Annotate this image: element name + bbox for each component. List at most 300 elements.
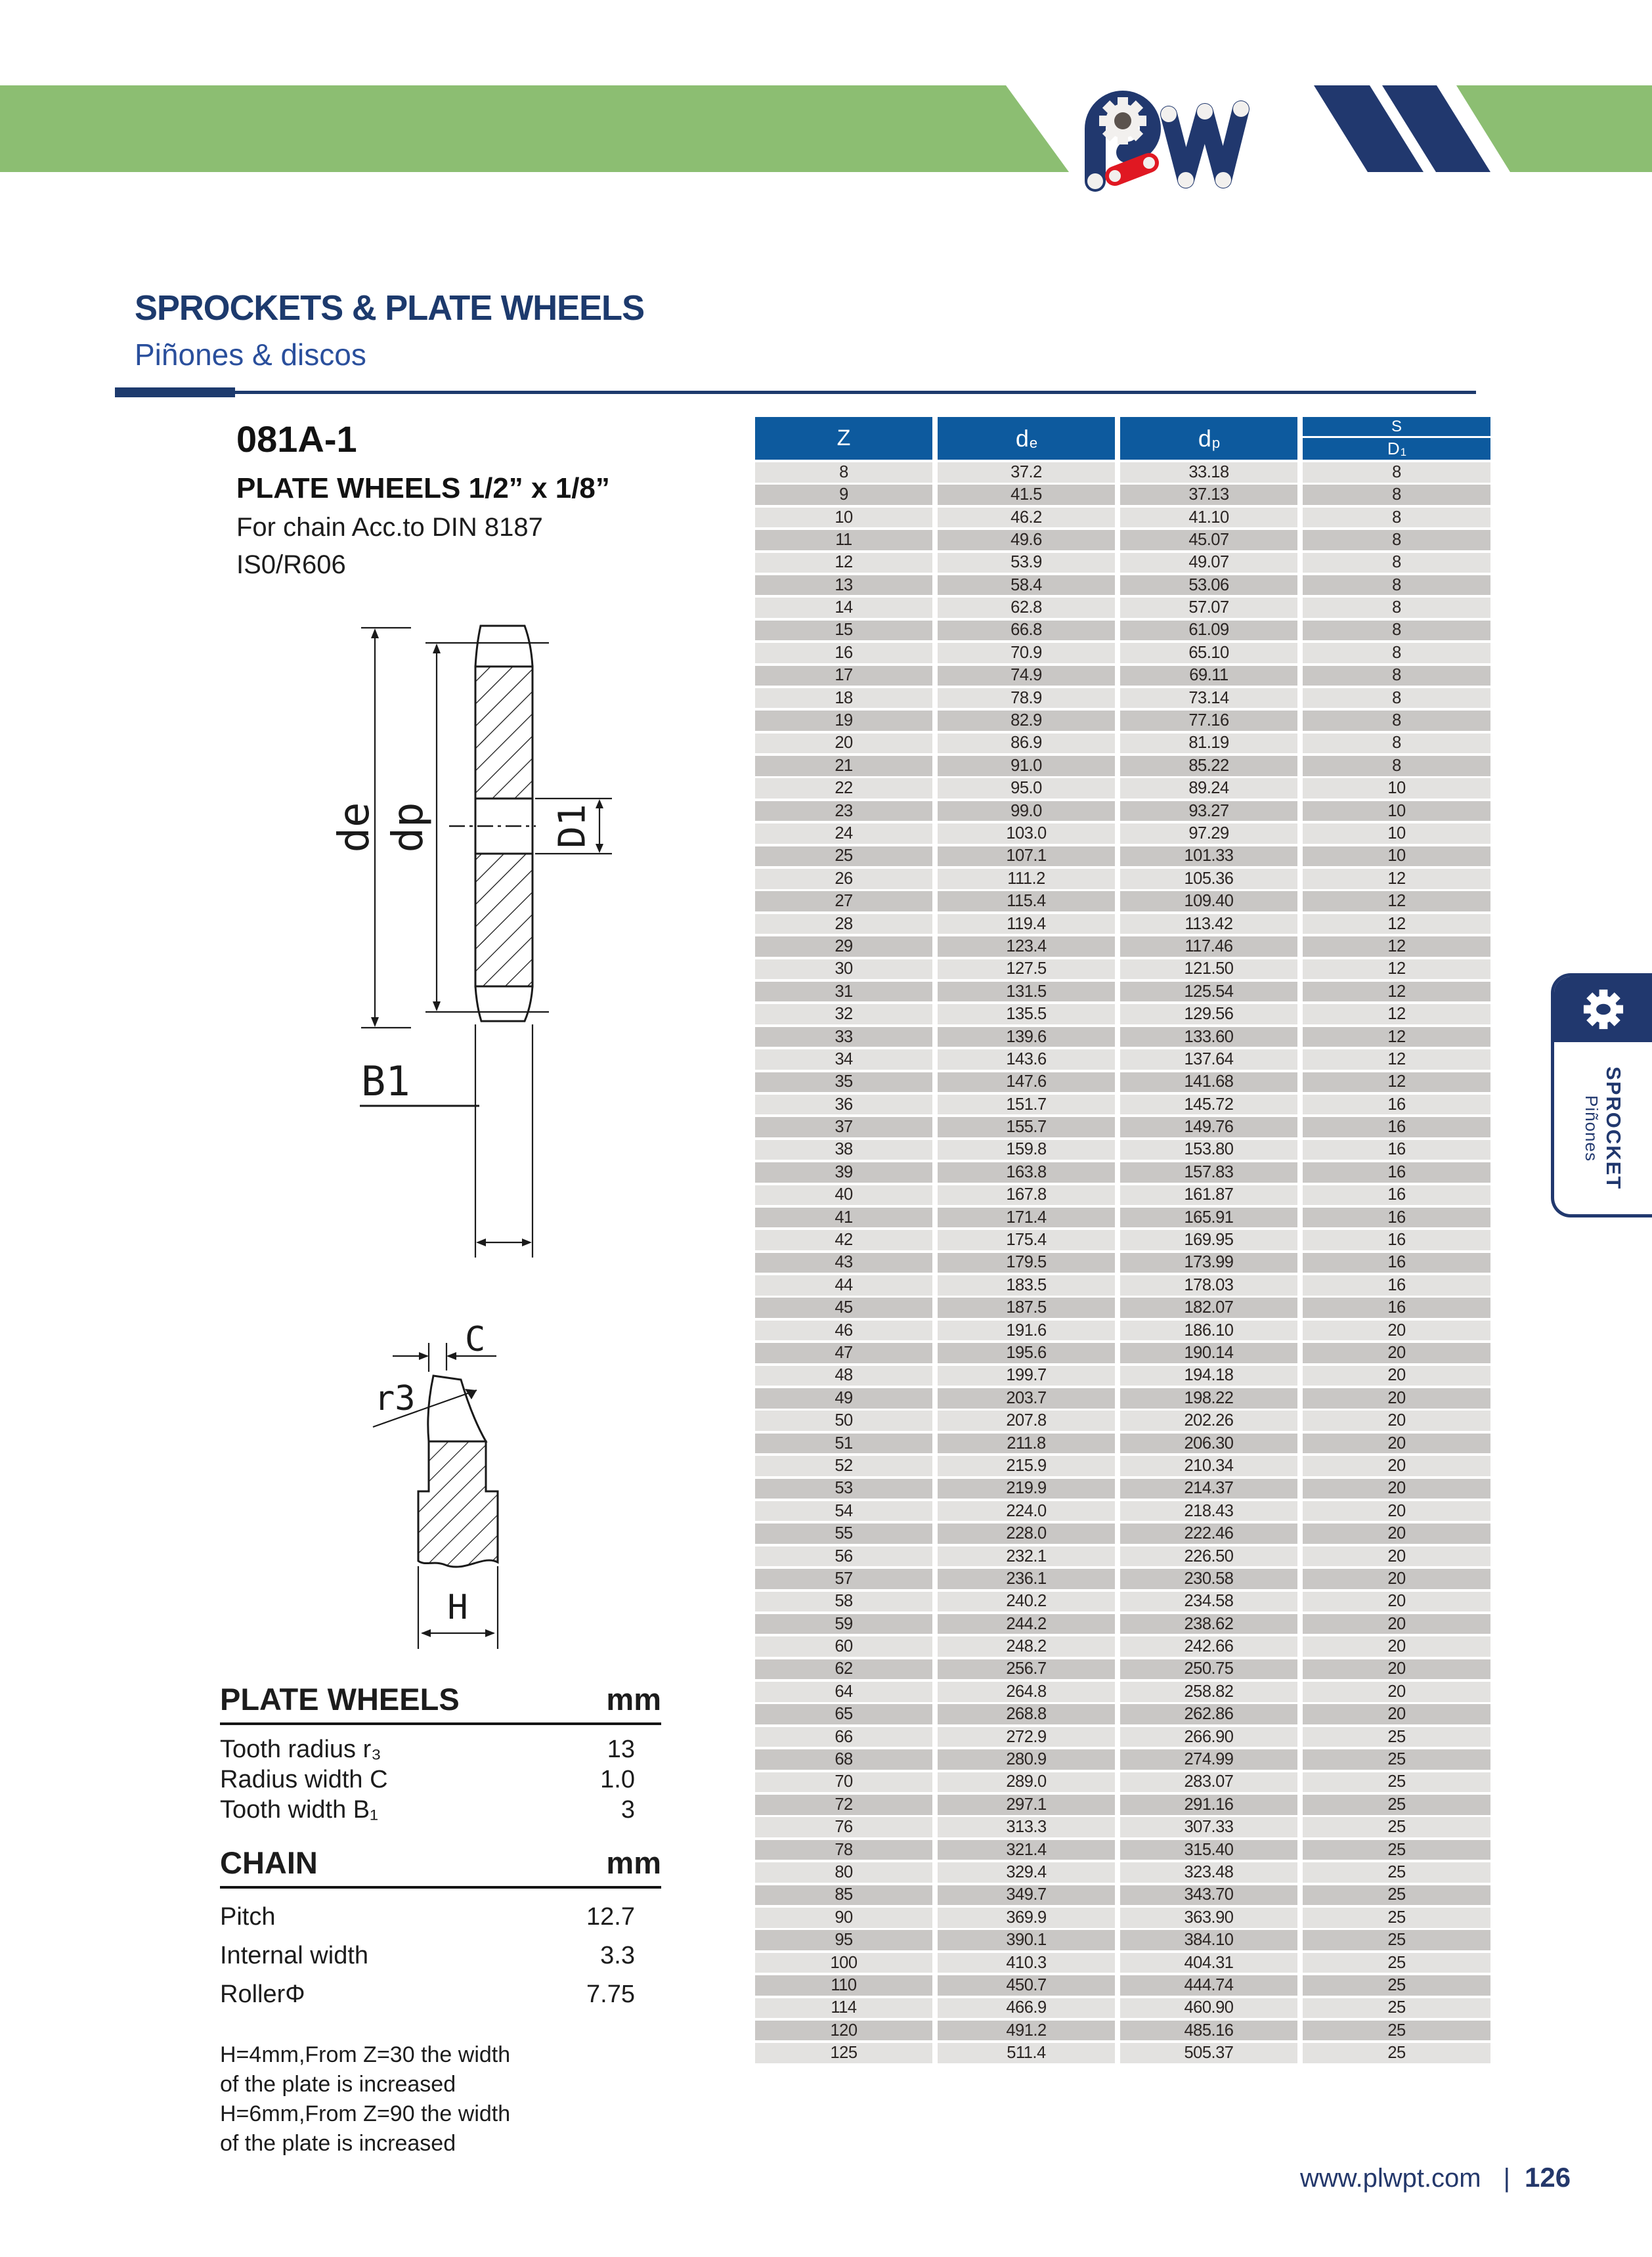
table-cell: 8: [1303, 485, 1490, 505]
table-cell: 125: [755, 2043, 932, 2063]
tab-header: [1554, 976, 1652, 1042]
table-cell: 307.33: [1120, 1817, 1297, 1837]
table-row: [755, 1434, 1490, 1454]
table-row: [755, 2021, 1490, 2041]
table-row: [755, 891, 1490, 911]
table-cell: 50: [755, 1411, 932, 1431]
table-cell: 155.7: [938, 1117, 1115, 1137]
table-cell: 175.4: [938, 1230, 1115, 1250]
table-cell: 203.7: [938, 1388, 1115, 1409]
table-cell: 35: [755, 1072, 932, 1093]
table-cell: 8: [755, 462, 932, 483]
table-cell: 33: [755, 1027, 932, 1047]
table-cell: 30: [755, 959, 932, 980]
table-cell: 25: [1303, 1930, 1490, 1950]
table-row: [755, 1343, 1490, 1363]
table-cell: 313.3: [938, 1817, 1115, 1837]
table-cell: 256.7: [938, 1659, 1115, 1680]
table-cell: 65.10: [1120, 643, 1297, 663]
table-row: [755, 1614, 1490, 1634]
table-cell: 323.48: [1120, 1862, 1297, 1883]
table-cell: 86.9: [938, 734, 1115, 754]
gear-icon: [1583, 989, 1624, 1030]
note-line: of the plate is increased: [220, 2072, 456, 2097]
table-cell: 25: [1303, 2021, 1490, 2041]
table-cell: 66.8: [938, 621, 1115, 641]
plate-wheels-spec-title: [220, 1681, 661, 1725]
table-cell: 8: [1303, 711, 1490, 731]
table-row: [755, 1704, 1490, 1724]
table-cell: 182.07: [1120, 1298, 1297, 1318]
table-row: [755, 1117, 1490, 1137]
table-cell: 202.26: [1120, 1411, 1297, 1431]
table-cell: 78: [755, 1840, 932, 1860]
table-cell: 149.76: [1120, 1117, 1297, 1137]
table-cell: 24: [755, 823, 932, 844]
table-cell: 15: [755, 621, 932, 641]
table-cell: 199.7: [938, 1366, 1115, 1386]
table-cell: 321.4: [938, 1840, 1115, 1860]
table-cell: 31: [755, 982, 932, 1002]
table-cell: 226.50: [1120, 1546, 1297, 1567]
table-row: [755, 1049, 1490, 1070]
table-cell: 25: [1303, 1998, 1490, 2019]
table-row: [755, 914, 1490, 934]
table-cell: 23: [755, 801, 932, 822]
table-cell: 20: [1303, 1343, 1490, 1363]
table-cell: 178.03: [1120, 1275, 1297, 1296]
sprocket-data-table: [755, 417, 1490, 2066]
table-cell: 20: [1303, 1704, 1490, 1724]
table-cell: 206.30: [1120, 1434, 1297, 1454]
spec-unit: mm: [606, 1845, 661, 1880]
table-cell: 133.60: [1120, 1027, 1297, 1047]
table-cell: 8: [1303, 598, 1490, 618]
note-line: H=4mm,From Z=30 the width: [220, 2042, 511, 2067]
table-row: [755, 1569, 1490, 1589]
table-cell: 329.4: [938, 1862, 1115, 1883]
table-row: [755, 1523, 1490, 1544]
table-cell: 16: [1303, 1140, 1490, 1160]
table-cell: 20: [1303, 1501, 1490, 1522]
roller-hole: [1087, 173, 1103, 189]
table-row: [755, 1185, 1490, 1206]
table-cell: 139.6: [938, 1027, 1115, 1047]
header-de: d $_e$: [938, 417, 1115, 460]
table-cell: 505.37: [1120, 2043, 1297, 2063]
table-cell: 49.07: [1120, 553, 1297, 573]
table-cell: 66: [755, 1727, 932, 1747]
table-row: [755, 1411, 1490, 1431]
table-cell: 26: [755, 869, 932, 889]
table-row: [755, 598, 1490, 618]
table-cell: 159.8: [938, 1140, 1115, 1160]
spec-row: [220, 1898, 661, 1937]
table-cell: 195.6: [938, 1343, 1115, 1363]
table-cell: 214.37: [1120, 1479, 1297, 1499]
table-cell: 20: [1303, 1546, 1490, 1567]
table-cell: 272.9: [938, 1727, 1115, 1747]
table-cell: 25: [1303, 1908, 1490, 1928]
product-name: PLATE WHEELS 1/2” x 1/8”: [236, 472, 610, 504]
table-cell: 12: [1303, 891, 1490, 911]
label-r3: r3: [374, 1379, 416, 1418]
table-cell: 244.2: [938, 1614, 1115, 1634]
footer-separator: |: [1503, 2164, 1511, 2193]
table-row: [755, 1840, 1490, 1860]
plate-width-notes: [220, 2040, 661, 2158]
table-cell: 19: [755, 711, 932, 731]
table-cell: 143.6: [938, 1049, 1115, 1070]
table-cell: 32: [755, 1004, 932, 1024]
table-row: [755, 1366, 1490, 1386]
table-cell: 77.16: [1120, 711, 1297, 731]
table-row: [755, 801, 1490, 822]
table-cell: 264.8: [938, 1682, 1115, 1702]
table-cell: 242.66: [1120, 1636, 1297, 1657]
plate-table-body: [755, 462, 1490, 2063]
table-cell: 16: [1303, 1162, 1490, 1183]
spec-title-text: PLATE WHEELS: [220, 1682, 460, 1717]
spec-label: Radius width C: [220, 1766, 388, 1793]
table-row: [755, 869, 1490, 889]
product-line2: IS0/R606: [236, 550, 346, 579]
table-cell: 228.0: [938, 1523, 1115, 1544]
table-cell: 56: [755, 1546, 932, 1567]
table-cell: 137.64: [1120, 1049, 1297, 1070]
table-cell: 215.9: [938, 1456, 1115, 1476]
label-de: de: [330, 802, 379, 853]
table-cell: 274.99: [1120, 1749, 1297, 1770]
table-row: [755, 1253, 1490, 1273]
table-cell: 16: [1303, 1275, 1490, 1296]
table-cell: 187.5: [938, 1298, 1115, 1318]
table-cell: 42: [755, 1230, 932, 1250]
table-cell: 25: [1303, 1885, 1490, 1906]
table-row: [755, 1885, 1490, 1906]
table-cell: 97.29: [1120, 823, 1297, 844]
table-cell: 163.8: [938, 1162, 1115, 1183]
table-cell: 62.8: [938, 598, 1115, 618]
table-row: [755, 1230, 1490, 1250]
table-cell: 91.0: [938, 756, 1115, 776]
table-cell: 145.72: [1120, 1095, 1297, 1115]
table-cell: 46.2: [938, 508, 1115, 528]
table-cell: 218.43: [1120, 1501, 1297, 1522]
table-cell: 10: [1303, 801, 1490, 822]
spec-label: RollerΦ: [220, 1981, 305, 2008]
table-cell: 20: [1303, 1434, 1490, 1454]
table-cell: 20: [1303, 1592, 1490, 1612]
table-cell: 69.11: [1120, 666, 1297, 686]
table-cell: 18: [755, 688, 932, 709]
table-cell: 280.9: [938, 1749, 1115, 1770]
table-row: [755, 1140, 1490, 1160]
table-cell: 169.95: [1120, 1230, 1297, 1250]
page-number: 126: [1525, 2162, 1571, 2193]
header-s-d1: S D $_1$: [1303, 417, 1490, 460]
table-cell: 55: [755, 1523, 932, 1544]
table-cell: 57.07: [1120, 598, 1297, 618]
table-cell: 45.07: [1120, 530, 1297, 550]
tooth-profile-diagram: [355, 1310, 578, 1665]
table-cell: 289.0: [938, 1772, 1115, 1793]
spec-label: Tooth width B₁: [220, 1796, 378, 1824]
spec-value: 3.3: [600, 1942, 635, 1969]
table-cell: 70: [755, 1772, 932, 1793]
table-cell: 76: [755, 1817, 932, 1837]
spec-label: Tooth radius r₃: [220, 1736, 381, 1763]
table-cell: 120: [755, 2021, 932, 2041]
table-cell: 62: [755, 1659, 932, 1680]
table-cell: 8: [1303, 530, 1490, 550]
table-cell: 222.46: [1120, 1523, 1297, 1544]
table-cell: 41.10: [1120, 508, 1297, 528]
tab-subtitle: Piñones: [1582, 1095, 1601, 1162]
table-row: [755, 1727, 1490, 1747]
table-cell: 33.18: [1120, 462, 1297, 483]
spec-unit: mm: [606, 1682, 661, 1717]
table-cell: 511.4: [938, 2043, 1115, 2063]
table-cell: 111.2: [938, 869, 1115, 889]
table-cell: 291.16: [1120, 1795, 1297, 1815]
spec-row: [220, 1937, 661, 1975]
table-row: [755, 1592, 1490, 1612]
table-cell: 16: [1303, 1117, 1490, 1137]
product-line1: For chain Acc.to DIN 8187: [236, 513, 543, 542]
w-chain-link: [1169, 109, 1241, 180]
spec-row: [220, 1734, 661, 1764]
table-row: [755, 1162, 1490, 1183]
table-cell: 20: [1303, 1614, 1490, 1634]
table-cell: 8: [1303, 643, 1490, 663]
table-cell: 43: [755, 1253, 932, 1273]
spec-value: 1.0: [600, 1766, 635, 1793]
table-cell: 167.8: [938, 1185, 1115, 1206]
label-dp: dp: [384, 802, 433, 853]
table-cell: 90: [755, 1908, 932, 1928]
table-cell: 37: [755, 1117, 932, 1137]
spec-row: [220, 1764, 661, 1795]
table-cell: 64: [755, 1682, 932, 1702]
page-title: SPROCKETS & PLATE WHEELS: [135, 288, 645, 328]
table-cell: 20: [1303, 1636, 1490, 1657]
table-cell: 14: [755, 598, 932, 618]
table-row: [755, 575, 1490, 596]
label-c: C: [465, 1320, 486, 1359]
table-cell: 219.9: [938, 1479, 1115, 1499]
table-row: [755, 1659, 1490, 1680]
table-cell: 17: [755, 666, 932, 686]
table-cell: 85: [755, 1885, 932, 1906]
table-cell: 40: [755, 1185, 932, 1206]
table-cell: 9: [755, 485, 932, 505]
table-cell: 147.6: [938, 1072, 1115, 1093]
table-row: [755, 1998, 1490, 2019]
table-cell: 10: [1303, 778, 1490, 799]
note-line: of the plate is increased: [220, 2131, 456, 2156]
table-cell: 343.70: [1120, 1885, 1297, 1906]
table-cell: 58.4: [938, 575, 1115, 596]
table-cell: 44: [755, 1275, 932, 1296]
table-cell: 103.0: [938, 823, 1115, 844]
table-cell: 39: [755, 1162, 932, 1183]
table-row: [755, 1298, 1490, 1318]
table-row: [755, 756, 1490, 776]
table-cell: 207.8: [938, 1411, 1115, 1431]
table-row: [755, 666, 1490, 686]
table-row: [755, 1479, 1490, 1499]
table-cell: 211.8: [938, 1434, 1115, 1454]
table-cell: 450.7: [938, 1975, 1115, 1996]
table-cell: 52: [755, 1456, 932, 1476]
table-cell: 12: [1303, 959, 1490, 980]
table-cell: 65: [755, 1704, 932, 1724]
product-code: 081A-1: [236, 418, 357, 460]
table-cell: 16: [755, 643, 932, 663]
table-cell: 73.14: [1120, 688, 1297, 709]
table-cell: 250.75: [1120, 1659, 1297, 1680]
table-cell: 29: [755, 936, 932, 957]
sprocket-section-tab[interactable]: [1551, 973, 1652, 1217]
table-cell: 12: [1303, 936, 1490, 957]
table-cell: 12: [1303, 914, 1490, 934]
table-cell: 115.4: [938, 891, 1115, 911]
table-cell: 25: [755, 846, 932, 867]
table-cell: 105.36: [1120, 869, 1297, 889]
table-row: [755, 711, 1490, 731]
table-cell: 466.9: [938, 1998, 1115, 2019]
table-cell: 60: [755, 1636, 932, 1657]
gear-icon: [1099, 97, 1146, 144]
plate-wheel-section-diagram: [263, 604, 630, 1261]
table-cell: 127.5: [938, 959, 1115, 980]
table-cell: 20: [755, 734, 932, 754]
spec-tables: [220, 1681, 661, 2158]
table-cell: 53.06: [1120, 575, 1297, 596]
table-cell: 8: [1303, 462, 1490, 483]
page-subtitle: Piñones & discos: [135, 338, 366, 372]
table-cell: 8: [1303, 621, 1490, 641]
table-row: [755, 1930, 1490, 1950]
table-row: [755, 1027, 1490, 1047]
table-cell: 8: [1303, 756, 1490, 776]
table-cell: 230.58: [1120, 1569, 1297, 1589]
table-cell: 315.40: [1120, 1840, 1297, 1860]
table-cell: 47: [755, 1343, 932, 1363]
chain-spec-title: [220, 1845, 661, 1889]
page-footer: [1300, 2162, 1571, 2193]
table-row: [755, 621, 1490, 641]
table-cell: 37.13: [1120, 485, 1297, 505]
table-cell: 151.7: [938, 1095, 1115, 1115]
table-cell: 121.50: [1120, 959, 1297, 980]
table-row: [755, 959, 1490, 980]
table-cell: 36: [755, 1095, 932, 1115]
table-row: [755, 1501, 1490, 1522]
table-cell: 20: [1303, 1682, 1490, 1702]
table-cell: 51: [755, 1434, 932, 1454]
table-cell: 100: [755, 1953, 932, 1973]
table-cell: 25: [1303, 1975, 1490, 1996]
table-cell: 70.9: [938, 643, 1115, 663]
spec-value: 3: [620, 1796, 635, 1824]
table-cell: 81.19: [1120, 734, 1297, 754]
table-cell: 25: [1303, 1749, 1490, 1770]
table-cell: 48: [755, 1366, 932, 1386]
table-cell: 57: [755, 1569, 932, 1589]
table-row: [755, 936, 1490, 957]
table-row: [755, 2043, 1490, 2063]
table-row: [755, 462, 1490, 483]
table-cell: 8: [1303, 508, 1490, 528]
table-row: [755, 1795, 1490, 1815]
table-row: [755, 1095, 1490, 1115]
table-row: [755, 688, 1490, 709]
table-cell: 16: [1303, 1185, 1490, 1206]
tab-body: [1554, 1042, 1652, 1214]
table-cell: 11: [755, 530, 932, 550]
table-cell: 173.99: [1120, 1253, 1297, 1273]
table-cell: 95.0: [938, 778, 1115, 799]
table-cell: 59: [755, 1614, 932, 1634]
table-cell: 157.83: [1120, 1162, 1297, 1183]
table-cell: 82.9: [938, 711, 1115, 731]
table-cell: 190.14: [1120, 1343, 1297, 1363]
table-cell: 20: [1303, 1659, 1490, 1680]
spec-value: 13: [607, 1736, 635, 1763]
table-row: [755, 1817, 1490, 1837]
table-cell: 129.56: [1120, 1004, 1297, 1024]
table-header: [755, 417, 1490, 460]
table-cell: 49.6: [938, 530, 1115, 550]
tab-title: SPROCKET: [1602, 1066, 1625, 1191]
website-url[interactable]: www.plwpt.com: [1300, 2164, 1481, 2193]
table-row: [755, 485, 1490, 505]
table-cell: 210.34: [1120, 1456, 1297, 1476]
label-d1: D1: [551, 804, 594, 848]
table-row: [755, 1749, 1490, 1770]
plate-wheels-spec-rows: [220, 1734, 661, 1825]
table-row: [755, 1004, 1490, 1024]
spec-value: 7.75: [586, 1981, 635, 2008]
table-cell: 99.0: [938, 801, 1115, 822]
table-row: [755, 1953, 1490, 1973]
spec-label: Pitch: [220, 1903, 276, 1931]
table-cell: 101.33: [1120, 846, 1297, 867]
table-cell: 384.10: [1120, 1930, 1297, 1950]
spec-row: [220, 1975, 661, 2014]
table-row: [755, 1456, 1490, 1476]
table-row: [755, 823, 1490, 844]
table-cell: 12: [1303, 1004, 1490, 1024]
table-cell: 61.09: [1120, 621, 1297, 641]
table-cell: 107.1: [938, 846, 1115, 867]
table-row: [755, 778, 1490, 799]
table-cell: 54: [755, 1501, 932, 1522]
divider-rule: [115, 391, 1476, 394]
table-cell: 20: [1303, 1523, 1490, 1544]
table-cell: 369.9: [938, 1908, 1115, 1928]
spec-title-text: CHAIN: [220, 1845, 318, 1880]
divider-rule-accent: [115, 387, 235, 397]
table-cell: 349.7: [938, 1885, 1115, 1906]
table-cell: 444.74: [1120, 1975, 1297, 1996]
table-cell: 224.0: [938, 1501, 1115, 1522]
table-row: [755, 734, 1490, 754]
table-cell: 20: [1303, 1321, 1490, 1341]
table-cell: 89.24: [1120, 778, 1297, 799]
